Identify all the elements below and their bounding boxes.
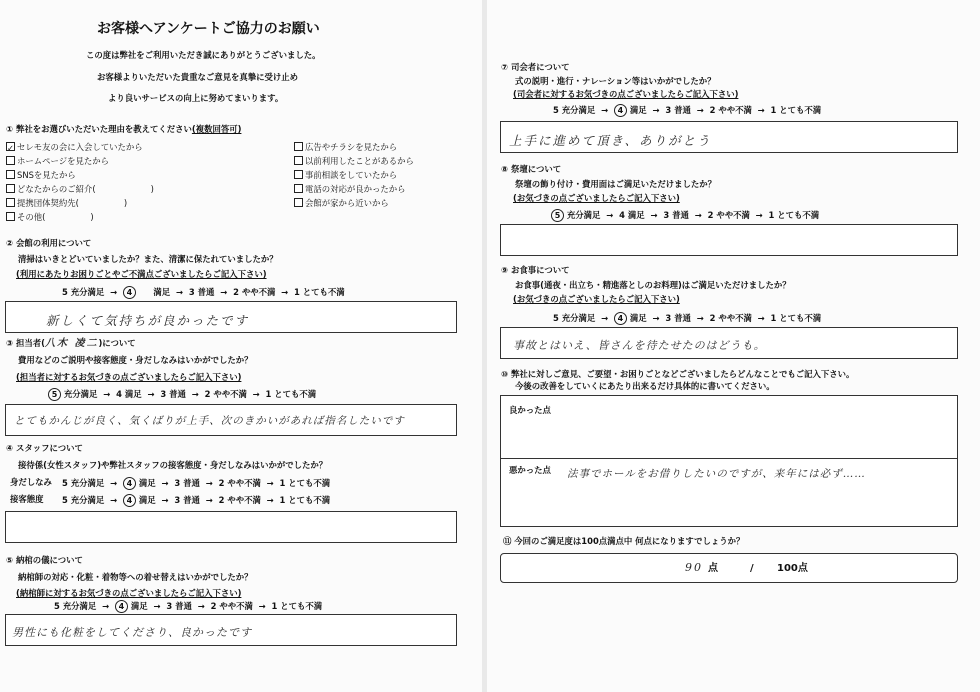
q9-title: ⑨ お食事について bbox=[501, 265, 570, 275]
selected-circle: 5 bbox=[48, 388, 61, 401]
survey-title: お客様へアンケートご協力のお願い bbox=[97, 21, 320, 37]
q9-hint: (お気づきの点ございましたらご記入下さい) bbox=[513, 294, 680, 304]
checkbox-checked[interactable]: ✓ bbox=[7, 143, 15, 153]
q11-score: 90 bbox=[685, 561, 703, 574]
q10-answer-box[interactable] bbox=[500, 395, 958, 527]
q10-bad-label: 悪かった点 bbox=[509, 465, 551, 475]
selected-circle: 4 bbox=[115, 600, 128, 613]
q2-hint: (利用にあたりお困りごとやご不満点ございましたらご記入下さい) bbox=[16, 269, 267, 279]
q4-row1-scale[interactable]: 5 充分満足 → 4 満足 → 3 普通 → 2 やや不満 → 1 とても不満 bbox=[62, 478, 331, 488]
q1-option-7[interactable]: 広告やチラシを見たから bbox=[294, 142, 397, 153]
q1-option-2[interactable]: ホームページを見たから bbox=[6, 156, 109, 167]
q5-hint: (納棺師に対するお気づきの点ございましたらご記入下さい) bbox=[16, 588, 242, 598]
q1-title: ① 弊社をお選びいただいた理由を教えてください(複数回答可) bbox=[6, 124, 242, 134]
q3-hint: (担当者に対するお気づきの点ございましたらご記入下さい) bbox=[16, 372, 242, 382]
q11-max: 100点 bbox=[777, 563, 808, 574]
q8-answer-box[interactable] bbox=[500, 224, 958, 256]
q2-answer: 新しくて気持ちが良かったです bbox=[46, 313, 250, 328]
selected-circle: 5 bbox=[551, 209, 564, 222]
q4-answer-box[interactable] bbox=[5, 511, 457, 543]
checkbox[interactable] bbox=[6, 170, 15, 179]
q5-answer: 男性にも化粧をしてくださり、良かったです bbox=[12, 626, 252, 639]
q4-row1-label: 身だしなみ bbox=[10, 477, 52, 487]
checkbox[interactable] bbox=[6, 198, 15, 207]
q1-option-8[interactable]: 以前利用したことがあるから bbox=[294, 156, 414, 167]
selected-circle: 4 bbox=[123, 286, 136, 299]
q4-row2-scale[interactable]: 5 充分満足 → 4 満足 → 3 普通 → 2 やや不満 → 1 とても不満 bbox=[62, 495, 331, 505]
q3-title: ③ 担当者(八木 凌二)について bbox=[6, 338, 136, 349]
q7-question: 式の説明・進行・ナレーション等はいかがでしたか？ bbox=[515, 76, 716, 86]
q10-good-label: 良かった点 bbox=[509, 405, 551, 415]
q7-hint: (司会者に対するお気づきの点ございましたらご記入下さい) bbox=[513, 89, 739, 99]
selected-circle: 4 bbox=[614, 104, 627, 117]
checkbox[interactable] bbox=[294, 156, 303, 165]
q1-option-5[interactable]: 提携団体契約先( ) bbox=[6, 198, 127, 209]
q8-rating-scale[interactable]: 5 充分満足 → 4 満足 → 3 普通 → 2 やや不満 → 1 とても不満 bbox=[551, 209, 819, 222]
q3-question: 費用などのご説明や接客態度・身だしなみはいかがでしたか？ bbox=[18, 355, 253, 365]
checkbox[interactable] bbox=[294, 170, 303, 179]
intro-line-3: より良いサービスの向上に努めてまいります。 bbox=[108, 93, 284, 103]
q10-bad-answer: 法事でホールをお借りしたいのですが、来年には必ず…… bbox=[567, 468, 866, 480]
selected-circle: 4 bbox=[614, 312, 627, 325]
q5-question: 納棺師の対応・化粧・着物等への着せ替えはいかがでしたか？ bbox=[18, 572, 253, 582]
q11-unit: 点 bbox=[708, 563, 718, 574]
checkbox[interactable] bbox=[6, 212, 15, 221]
survey-page-right bbox=[487, 0, 980, 692]
q4-row2-label: 接客態度 bbox=[10, 494, 44, 504]
q10-divider bbox=[500, 458, 958, 459]
q1-option-9[interactable]: 事前相談をしていたから bbox=[294, 170, 397, 181]
q2-question: 清掃はいきとどいていましたか？また、清潔に保たれていましたか？ bbox=[18, 254, 278, 264]
q3-answer: とてもかんじが良く、気くばりが上手、次のきかいがあれば指名したいです bbox=[14, 415, 405, 427]
q10-sub: 今後の改善をしていくにあたり出来るだけ具体的に書いてください。 bbox=[515, 381, 775, 391]
q1-option-11[interactable]: 会館が家から近いから bbox=[294, 198, 389, 209]
q11-answer-box[interactable] bbox=[500, 553, 958, 583]
q10-title: ⑩ 弊社に対しご意見、ご要望・お困りごとなどございましたらどんなことでもご記入下さい。 bbox=[501, 369, 855, 379]
q11-slash: / bbox=[750, 563, 754, 574]
q9-answer: 事故とはいえ、皆さんを待たせたのはどうも。 bbox=[513, 339, 766, 352]
q1-option-1[interactable]: ✓ セレモ友の会に入会していたから bbox=[7, 142, 143, 153]
q9-question: お食事(通夜・出立ち・精進落としのお料理)はご満足いただけましたか？ bbox=[515, 280, 791, 290]
q11-title: ⑪ 今回のご満足度は100点満点中 何点になりますでしょうか？ bbox=[503, 536, 745, 546]
checkbox[interactable] bbox=[294, 142, 303, 151]
q1-option-6[interactable]: その他( ) bbox=[6, 212, 94, 223]
checkbox[interactable] bbox=[6, 156, 15, 165]
survey-page-left bbox=[0, 0, 482, 692]
q5-rating-scale[interactable]: 5 充分満足 → 4 満足 → 3 普通 → 2 やや不満 → 1 とても不満 bbox=[54, 601, 323, 611]
q5-title: ⑤ 納棺の儀について bbox=[6, 555, 83, 565]
checkbox[interactable] bbox=[6, 184, 15, 193]
q7-title: ⑦ 司会者について bbox=[501, 62, 570, 72]
q2-rating-scale[interactable]: 5 充分満足 → 4 満足 → 3 普通 → 2 やや不満 → 1 とても不満 bbox=[62, 287, 345, 297]
q1-option-4[interactable]: どなたからのご紹介( ) bbox=[6, 184, 154, 195]
selected-circle: 4 bbox=[123, 477, 136, 490]
q1-option-10[interactable]: 電話の対応が良かったから bbox=[294, 184, 406, 195]
intro-line-2: お客様よりいただいた貴重なご意見を真摯に受け止め bbox=[97, 72, 298, 82]
q1-option-3[interactable]: SNSを見たから bbox=[6, 170, 76, 181]
q9-rating-scale[interactable]: 5 充分満足 → 4 満足 → 3 普通 → 2 やや不満 → 1 とても不満 bbox=[553, 313, 822, 323]
selected-circle: 4 bbox=[123, 494, 136, 507]
q3-rating-scale[interactable]: 5 充分満足 → 4 満足 → 3 普通 → 2 やや不満 → 1 とても不満 bbox=[48, 388, 316, 401]
checkbox[interactable] bbox=[294, 184, 303, 193]
q7-rating-scale[interactable]: 5 充分満足 → 4 満足 → 3 普通 → 2 やや不満 → 1 とても不満 bbox=[553, 105, 822, 115]
checkbox[interactable] bbox=[294, 198, 303, 207]
q4-title: ④ スタッフについて bbox=[6, 443, 83, 453]
q8-title: ⑧ 祭壇について bbox=[501, 164, 562, 174]
q8-hint: (お気づきの点ございましたらご記入下さい) bbox=[513, 193, 680, 203]
q4-question: 接待係(女性スタッフ)や弊社スタッフの接客態度・身だしなみはいかがでしたか？ bbox=[18, 460, 328, 470]
intro-line-1: この度は弊社をご利用いただき誠にありがとうございました。 bbox=[86, 50, 321, 60]
q8-question: 祭壇の飾り付け・費用面はご満足いただけましたか？ bbox=[515, 179, 716, 189]
q2-title: ② 会館の利用について bbox=[6, 238, 92, 248]
q7-answer: 上手に進めて頂き、ありがとう bbox=[509, 133, 712, 148]
